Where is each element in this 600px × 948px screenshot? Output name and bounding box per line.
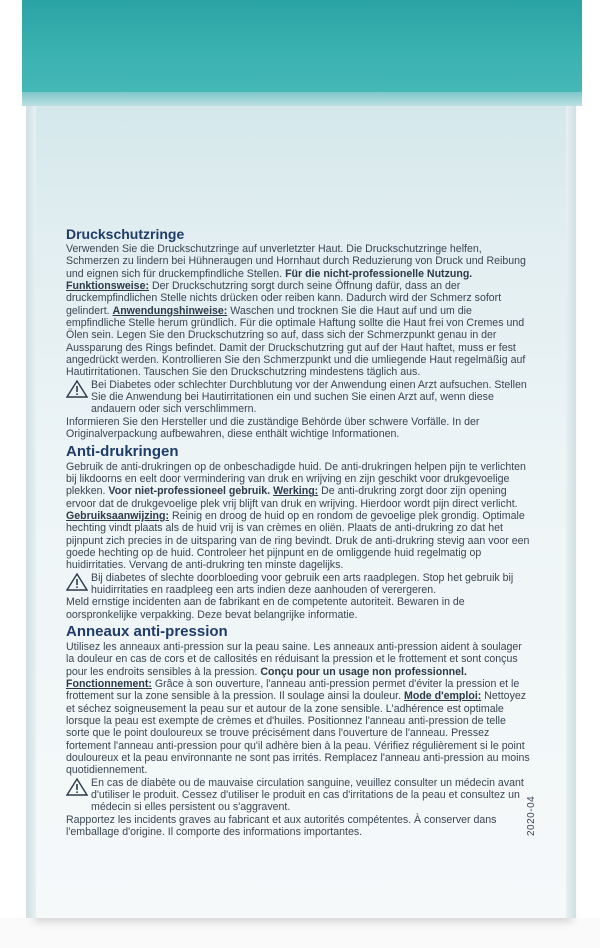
- usage-label-fr: Mode d'emploi:: [404, 690, 482, 703]
- package-side-left: [26, 92, 36, 918]
- section-title-nl: Anti-drukringen: [66, 442, 179, 460]
- function-text-nl: De anti-drukring zorgt door zijn opening ervoor dat de drukgevoelige plek vrij blijft van druk en wrijving. Hierdoor wordt pijn direct verlicht.: [66, 485, 518, 510]
- usage-label-nl: Gebruiksaanwijzing:: [66, 509, 170, 522]
- warning-text-fr: En cas de diabète ou de mauvaise circulation sanguine, veuillez consulter un médecin avant d'utiliser le produit. Cessez d'utiliser le produit en cas d'irritations de la peau et consultez un médecin si elles persistent ou s'aggravent.: [91, 776, 524, 814]
- function-label-nl: Werking:: [273, 485, 319, 498]
- function-text-fr: Grâce à son ouverture, l'anneau anti-pression permet d'éviter la pression et le frottement sur la zone sensible à la pression. Il soulage ainsi la douleur.: [66, 678, 520, 703]
- function-text-de: Der Druckschutzring sorgt durch seine Öffnung dafür, dass an der druckempfindlichen Stelle nichts drücken oder reiben kann. Dadurch wird der Schmerz sofort gelindert.: [66, 280, 502, 317]
- paragraph-fr: [66, 641, 530, 777]
- report-text-de: Informieren Sie den Hersteller und die zuständige Behörde über schwere Vorfälle. In der Originalverpackung aufbewahren, diese enthält wichtige Informationen.: [66, 415, 480, 441]
- usage-text-fr: Nettoyez et séchez soigneusement la peau sur et autour de la zone sensible. L'adhérence est optimale lorsque la peau est exempte de crèmes et d'huiles. Positionnez l'anneau anti-pression de telle sorte que le point douloureux se trouve précisément dans l'ouverture de l'anneau. Pressez fortement l'anneau anti-pression pour qu'il adhère bien à la peau. Vérifiez régulièrement si le point douloureux et la peau environnante ne sont pas irrités. Remplacez l'anneau anti-pression au moins quotidiennement.: [66, 690, 530, 777]
- section-title-de: Druckschutzringe: [66, 226, 185, 242]
- paragraph-de: [66, 243, 530, 379]
- section-title-fr: Anneaux anti-pression: [66, 622, 228, 640]
- intro-de: Verwenden Sie die Druckschutzringe auf unverletzter Haut. Die Druckschutzringe helfen, Schmerzen zu lindern bei Hühneraugen und Hornhaut durch Reduzierung von Druck und Reibung und eignen sich für druckempfindliche Stellen.: [66, 243, 526, 280]
- nonpro-nl: Voor niet-professioneel gebruik.: [108, 485, 271, 498]
- section-dutch: [66, 443, 530, 621]
- warning-triangle-icon: [66, 778, 88, 796]
- date-code: 2020-04: [526, 795, 537, 836]
- warning-text-nl: Bij diabetes of slechte doorbloeding voor gebruik een arts raadplegen. Stop het gebruik bij huidirritaties en raadpleeg een arts indien deze aanhouden of verergeren.: [91, 571, 514, 596]
- usage-label-de: Anwendungshinweise:: [112, 304, 228, 317]
- warning-fr: [66, 777, 530, 814]
- package-top-flap: [22, 0, 582, 94]
- warning-nl: [66, 572, 530, 597]
- warning-triangle-icon: [66, 573, 88, 591]
- nonpro-fr: Conçu pour un usage non professionnel.: [260, 665, 467, 678]
- warning-triangle-icon: [66, 380, 88, 398]
- section-german: [66, 226, 530, 441]
- instructions-text: [66, 226, 530, 840]
- nonpro-de: Für die nicht-professionelle Nutzung.: [285, 267, 473, 280]
- intro-nl: Gebruik de anti-drukringen op de onbeschadigde huid. De anti-drukringen helpen pijn te verlichten bij likdoorns en eelt door vermindering van druk en wrijving en zijn geschikt voor drukgevoelige plekken.: [66, 460, 526, 498]
- usage-text-nl: Reinig en droog de huid op en rondom de gevoelige plek grondig. Optimale hechting vindt plaats als de huid vrij is van crèmes en oliën. Plaats de anti-drukring zo dat het pijnpunt zich precies in de uitsparing van de ring bevindt. Druk de anti-drukring stevig aan voor een goede hechting op de huid. Controleer het pijnpunt en de omliggende huid regelmatig op huidirritaties. Vervang de anti-drukring ten minste dagelijks.: [66, 509, 530, 572]
- paragraph-nl: [66, 461, 530, 572]
- package-flap-edge: [22, 92, 582, 106]
- section-french: [66, 623, 530, 839]
- report-text-fr: Rapportez les incidents graves au fabricant et aux autorités compétentes. À conserver dans l'emballage d'origine. Il comporte des informations importantes.: [66, 813, 497, 839]
- background-surface: [0, 918, 600, 948]
- package-side-right: [566, 92, 576, 918]
- function-label-de: Funktionsweise:: [66, 280, 149, 293]
- usage-text-de: Waschen und trocknen Sie die Haut auf und um die empfindliche Stelle herum gründlich. Für die optimale Haftung sollte die Haut frei von Cremes und Ölen sein. Legen Sie den Druckschutzring so auf, dass sich der Schmerzpunkt genau in der Aussparung des Rings befindet. Damit der Druckschutzring gut auf der Haut haftet, muss er fest angedrückt werden. Kontrollieren Sie den Schmerzpunkt und die umliegende Haut regelmäßig auf Hautirritationen. Tauschen Sie den Druckschutzring mindestens täglich aus.: [66, 304, 526, 379]
- function-label-fr: Fonctionnement:: [66, 678, 152, 690]
- report-text-nl: Meld ernstige incidenten aan de fabrikant en de competente autoriteit. Bewaren in de oorspronkelijke verpakking. Deze bevat belangrijke informatie.: [66, 596, 465, 621]
- warning-de: [66, 379, 530, 416]
- warning-text-de: Bei Diabetes oder schlechter Durchblutung vor der Anwendung einen Arzt aufsuchen. Stellen Sie die Anwendung bei Hautirritationen ein und suchen Sie einen Arzt auf, wenn diese andauern oder sich verschlimmern.: [91, 378, 527, 416]
- intro-fr: Utilisez les anneaux anti-pression sur la peau saine. Les anneaux anti-pression aident à soulager la douleur en cas de cors et de callosités en réduisant la pression et le frottement et sont conçus pour les endroits sensibles à la pression.: [66, 640, 522, 678]
